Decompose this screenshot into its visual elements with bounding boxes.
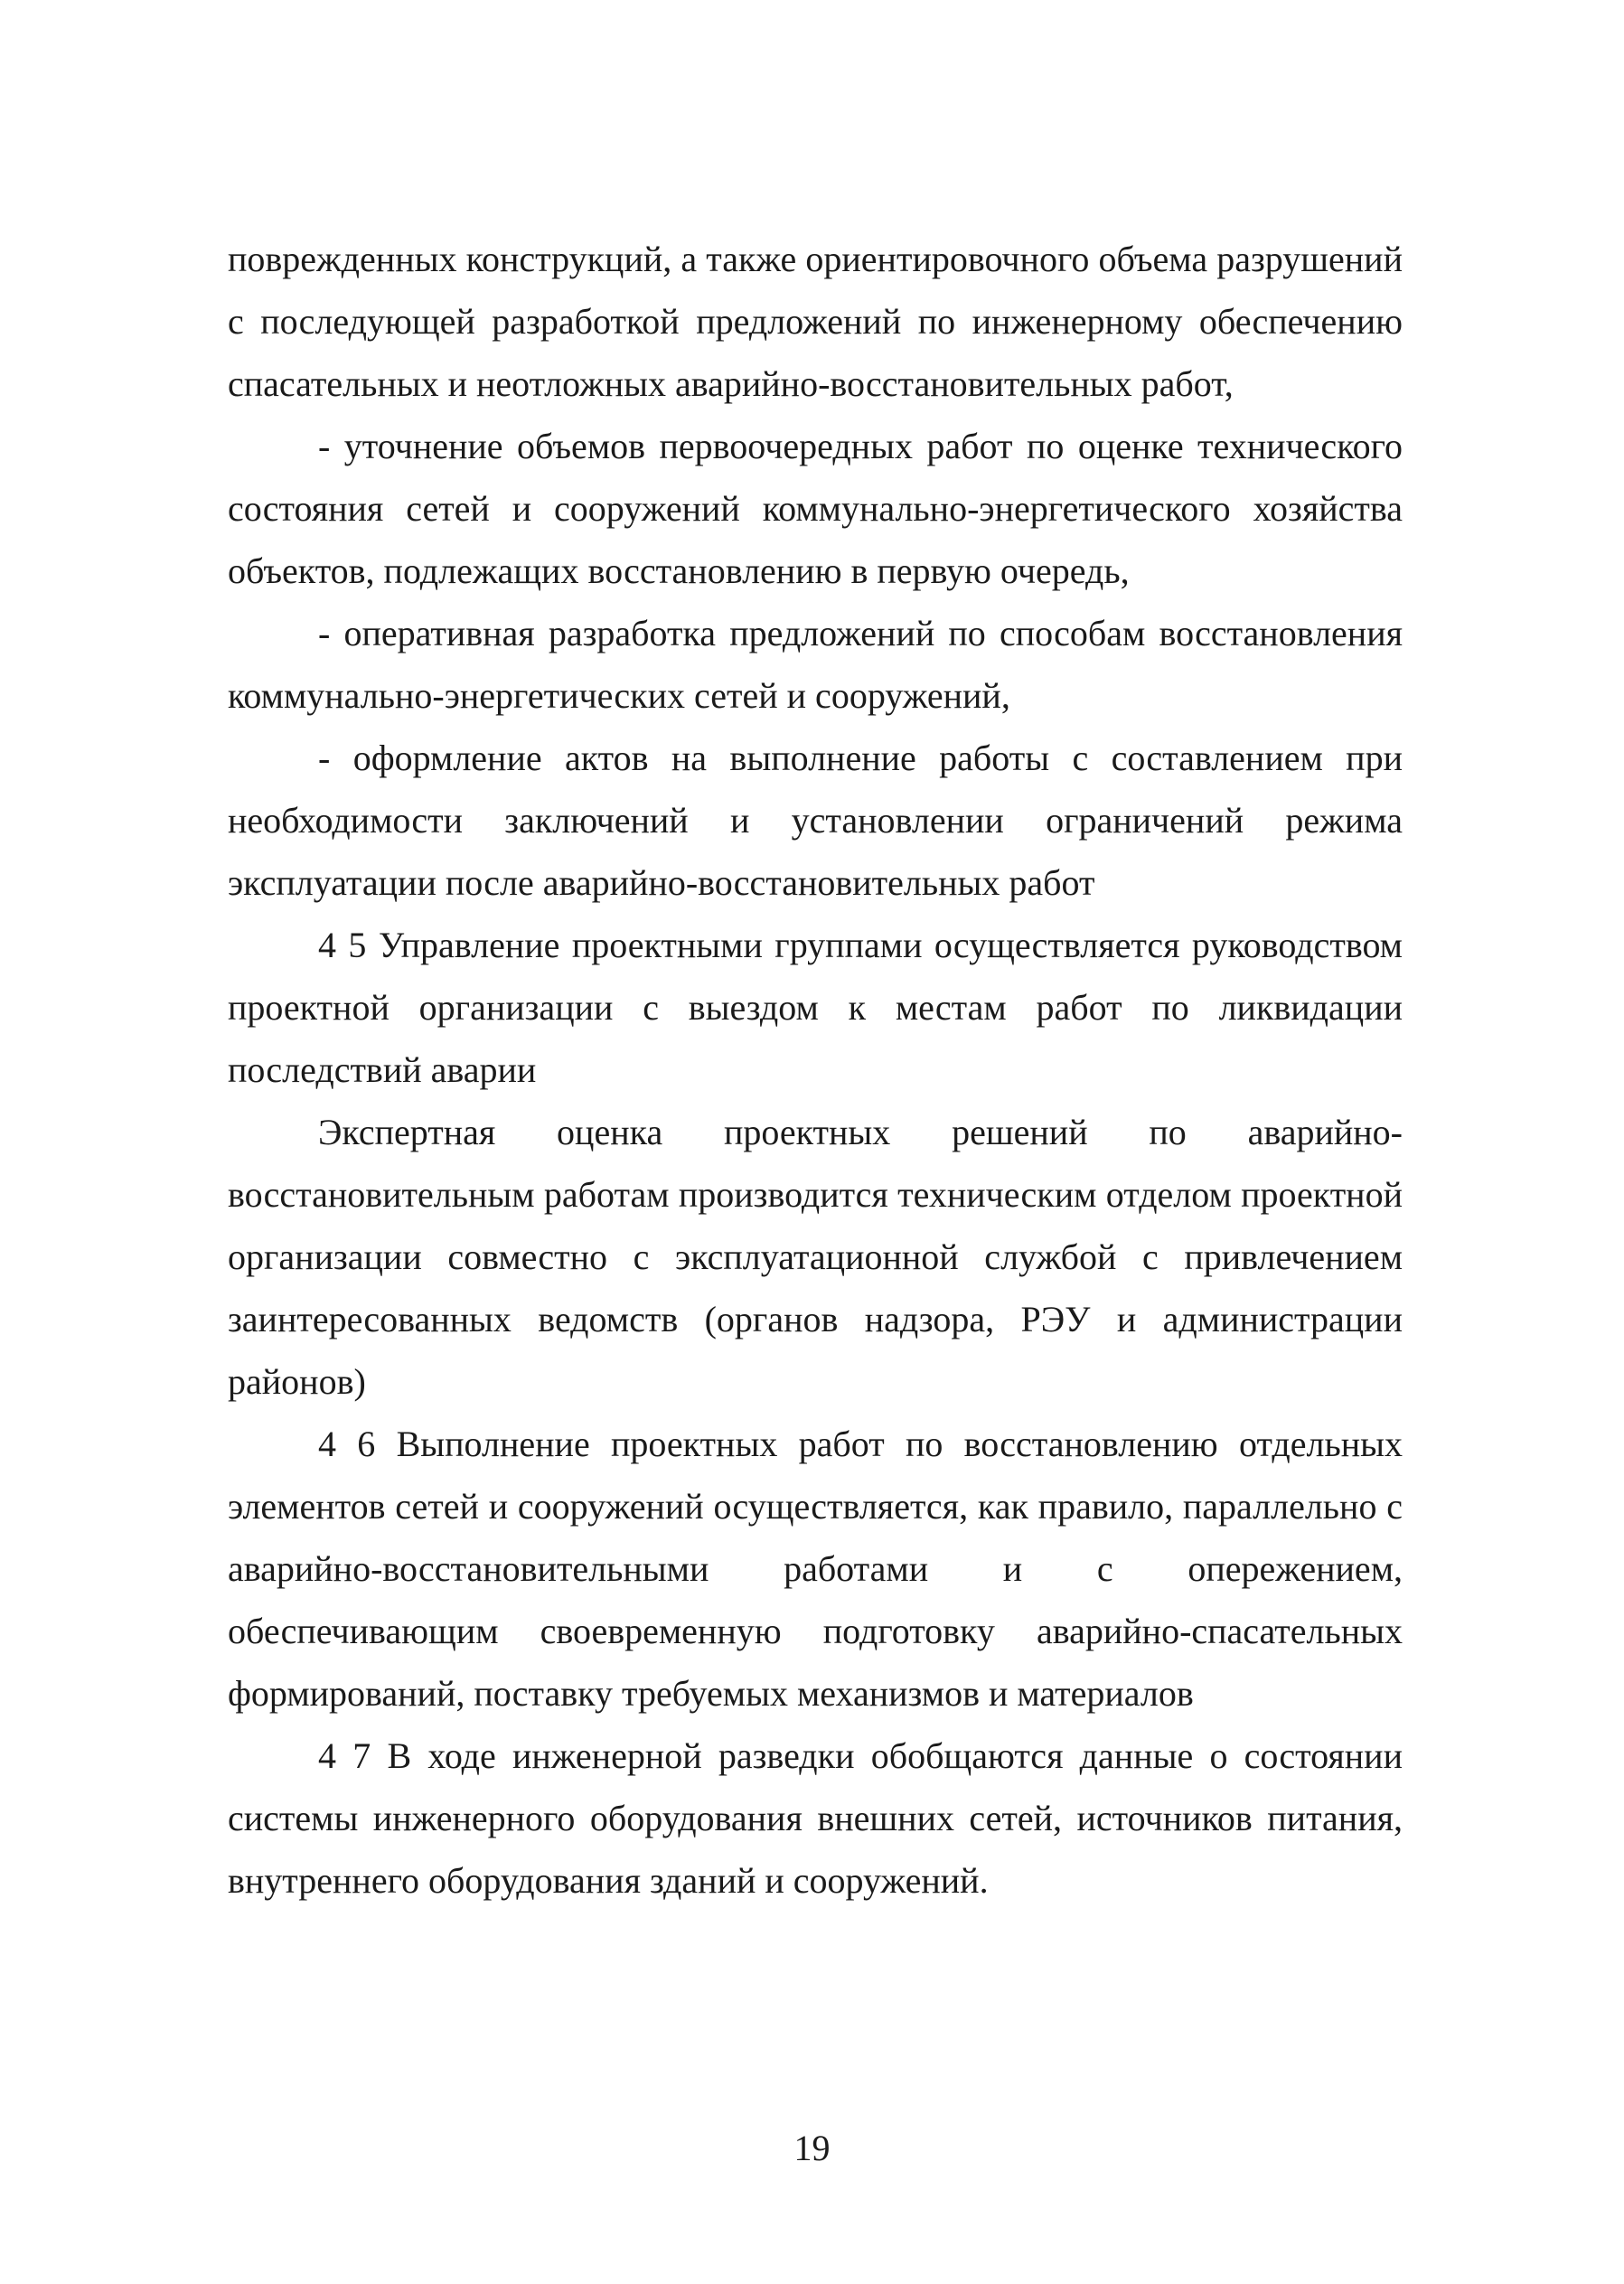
paragraph-section-4-6: 4 6 Выполнение проектных работ по восстановлению отдельных элементов сетей и сооружений осуществляется, как правило, параллельно с аварийно-восстановительными работами и с опережением, обеспечивающим своевременную подготовку аварийно-спасательных формирований, поставку требуемых механизмов и материалов (228, 1424, 1403, 1714)
page-number: 19 (793, 2128, 831, 2168)
paragraph-acts-preparation: - оформление актов на выполнение работы с составлением при необходимости заключений и установлении ограничений режима эксплуатации после аварийно-восстановительных работ (228, 738, 1403, 903)
document-body (228, 228, 1403, 1912)
paragraph-restoration-proposals: - оперативная разработка предложений по способам восстановления коммунально-энергетических сетей и сооружений, (228, 613, 1403, 716)
paragraph-expert-assessment: Экспертная оценка проектных решений по аварийно-восстановительным работам производится техническим отделом проектной организации совместно с эксплуатационной службой с привлечением заинтересованных ведомств (органов надзора, РЭУ и администрации районов) (228, 1112, 1403, 1402)
paragraph-volume-clarification: - уточнение объемов первоочередных работ по оценке технического состояния сетей и сооружений коммунально-энергетического хозяйства объектов, подлежащих восстановлению в первую очередь, (228, 426, 1403, 591)
paragraph-damage-assessment: поврежденных конструкций, а также ориентировочного объема разрушений с последующей разработкой предложений по инженерному обеспечению спасательных и неотложных аварийно-восстановительных работ, (228, 239, 1403, 404)
paragraph-section-4-5: 4 5 Управление проектными группами осуществляется руководством проектной организации с выездом к местам работ по ликвидации последствий аварии (228, 925, 1403, 1090)
paragraph-section-4-7: 4 7 В ходе инженерной разведки обобщаются данные о состоянии системы инженерного оборудования внешних сетей, источников питания, внутреннего оборудования зданий и сооружений. (228, 1735, 1403, 1901)
